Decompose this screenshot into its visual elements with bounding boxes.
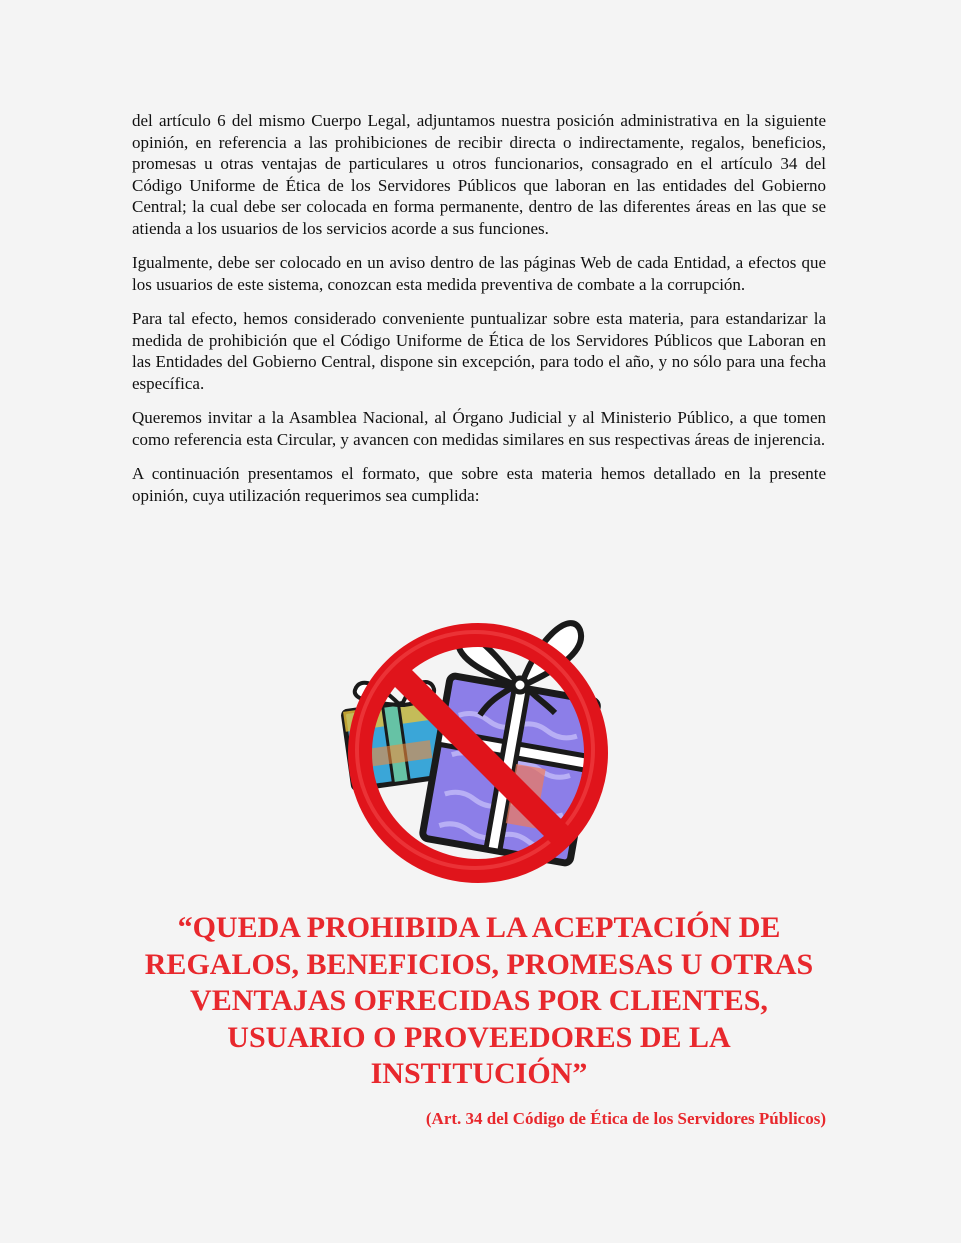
paragraph-format-intro: A continuación presentamos el formato, que sobre esta materia hemos detallado en la presente opinión, cuya utilización requerimos sea cumplida: [132,464,826,505]
article-citation: (Art. 34 del Código de Ética de los Servidores Públicos) [425,1109,826,1128]
paragraph-invitation: Queremos invitar a la Asamblea Nacional, al Órgano Judicial y al Ministerio Público, a que tomen como referencia esta Circular, y avancen con medidas similares en sus respectivas áreas de injerencia. [132,408,826,449]
prohibition-notice: “QUEDA PROHIBIDA LA ACEPTACIÓN DE REGALOS, BENEFICIOS, PROMESAS U OTRAS VENTAJAS OFRECIDAS POR CLIENTES, USUARIO O PROVEEDORES DE LA INSTITUCIÓN” [144,911,814,1090]
paragraph-standardize: Para tal efecto, hemos considerado conveniente puntualizar sobre esta materia, para estandarizar la medida de prohibición que el Código Uniforme de Ética de los Servidores Públicos que Laboran en las Entidades del Gobierno Central, dispone sin excepción, para todo el año, y no sólo para una fecha específica. [132,309,826,393]
document-body [132,110,826,519]
paragraph-opinion: del artículo 6 del mismo Cuerpo Legal, adjuntamos nuestra posición administrativa en la siguiente opinión, en referencia a las prohibiciones de recibir directa o indirectamente, regalos, beneficios, promesas u otras ventajas de particulares u otros funcionarios, consagrado en el artículo 34 del Código Uniforme de Ética de los Servidores Públicos que laboran en las entidades del Gobierno Central; la cual debe ser colocada en forma permanente, dentro de las diferentes áreas en las que se atienda a los usuarios de los servicios acorde a sus funciones. [132,111,826,238]
no-gifts-prohibition-icon [340,605,615,890]
paragraph-web-notice: Igualmente, debe ser colocado en un aviso dentro de las páginas Web de cada Entidad, a efectos que los usuarios de este sistema, conozcan esta medida preventiva de combate a la corrupción. [132,253,826,294]
